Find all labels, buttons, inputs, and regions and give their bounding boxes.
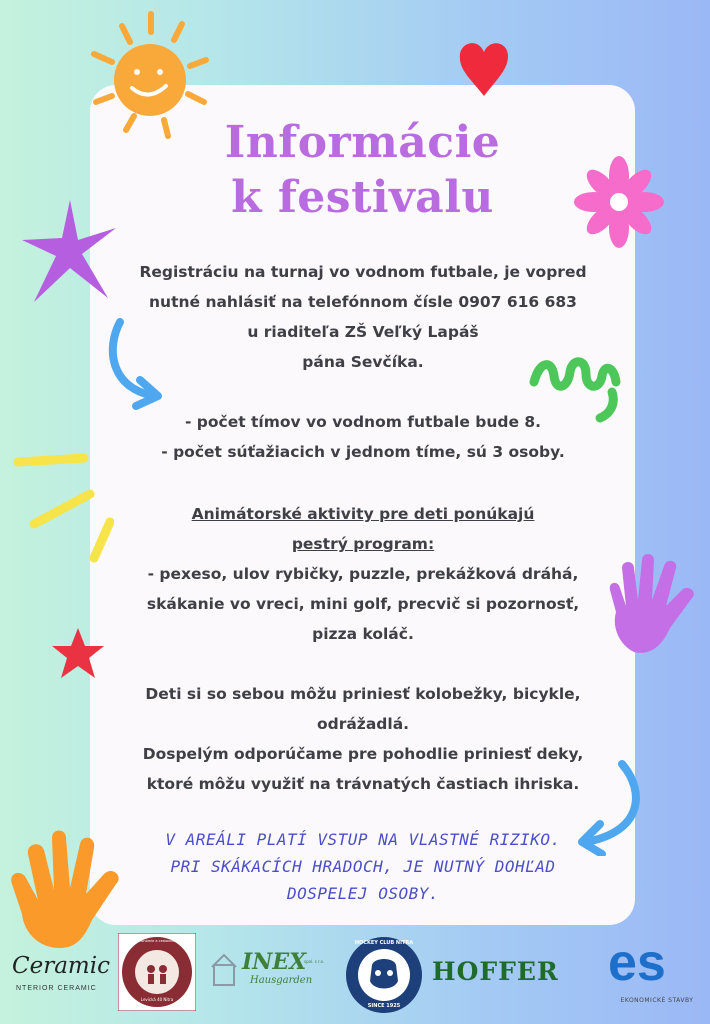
animators-line: skákanie vo vreci, mini golf, precvič si pozornosť, <box>146 595 580 613</box>
notice-line: DOSPELEJ OSOBY. <box>287 884 439 903</box>
strokes-icon <box>10 448 114 568</box>
registration-line: nutné nahlásiť na telefónnom čísle 0907 616 683 <box>149 293 577 311</box>
hoffer-logo: HOFFER <box>432 957 559 986</box>
school-logo-bottom: Levická 40 Nitra <box>140 997 174 1002</box>
page-title-line2: k festivalu <box>231 172 494 223</box>
bring-line: odrážadlá. <box>316 715 410 733</box>
bring-line: Deti si so sebou môžu priniesť kolobežky, bicykle, <box>145 685 581 703</box>
star-icon <box>50 626 106 682</box>
inex-logo <box>210 949 328 999</box>
animators-heading-text: Animátorské aktivity pre deti ponúkajú <box>191 505 535 523</box>
inex-logo-small: spol. s r.o. <box>304 959 325 964</box>
hockey-logo-top: HOCKEY CLUB NITRA <box>354 940 414 946</box>
hockey-logo-since: SINCE 1925 <box>367 1003 401 1009</box>
inex-house-icon <box>210 953 238 989</box>
notice-line: V AREÁLI PLATÍ VSTUP NA VLASTNÉ RIZIKO. <box>165 830 561 849</box>
animators-heading-text: pestrý program: <box>291 535 435 553</box>
registration-line: pána Sevčíka. <box>302 353 424 371</box>
ceramic-logo-name: Ceramic <box>12 953 110 979</box>
inex-logo-sub: Hausgarden <box>250 975 313 986</box>
hockey-club-logo <box>344 935 424 1015</box>
ceramic-logo <box>0 939 112 1009</box>
safety-notice <box>118 826 608 907</box>
ceramic-logo-sub: NTERIOR CERAMIC <box>16 985 97 992</box>
school-logo-top: SOŠ gastronómie a cestovného ruchu <box>124 939 190 943</box>
es-logo <box>602 934 706 1015</box>
sponsor-logos <box>0 925 710 1024</box>
animators-line: pizza koláč. <box>312 625 414 643</box>
es-logo-name: es <box>608 934 666 992</box>
bring-line: Dospelým odporúčame pre pohodlie priniesť deky, <box>142 745 584 763</box>
animators-line: - pexeso, ulov rybičky, puzzle, prekážková dráhá, <box>147 565 579 583</box>
animators-heading <box>118 499 608 529</box>
hand-icon <box>604 548 704 656</box>
heart-icon <box>456 36 512 98</box>
animators-heading <box>118 529 608 559</box>
school-logo <box>118 933 196 1011</box>
bring-line: ktoré môžu využiť na trávnatých častiach ihriska. <box>146 775 580 793</box>
registration-line: Registráciu na turnaj vo vodnom futbale, je vopred <box>139 263 587 281</box>
notice-line: PRI SKÁKACÍCH HRADOCH, JE NUTNÝ DOHĽAD <box>170 857 556 876</box>
es-logo-sub: EKONOMICKÉ STAVBY <box>620 997 694 1004</box>
page-title-line1: Informácie <box>224 117 501 168</box>
inex-logo-name: INEX <box>242 949 307 975</box>
teams-line: - počet tímov vo vodnom futbale bude 8. <box>184 413 542 431</box>
registration-line: u riaditeľa ZŠ Veľký Lapáš <box>247 323 479 341</box>
teams-line: - počet súťažiacich v jednom tíme, sú 3 osoby. <box>161 443 565 461</box>
